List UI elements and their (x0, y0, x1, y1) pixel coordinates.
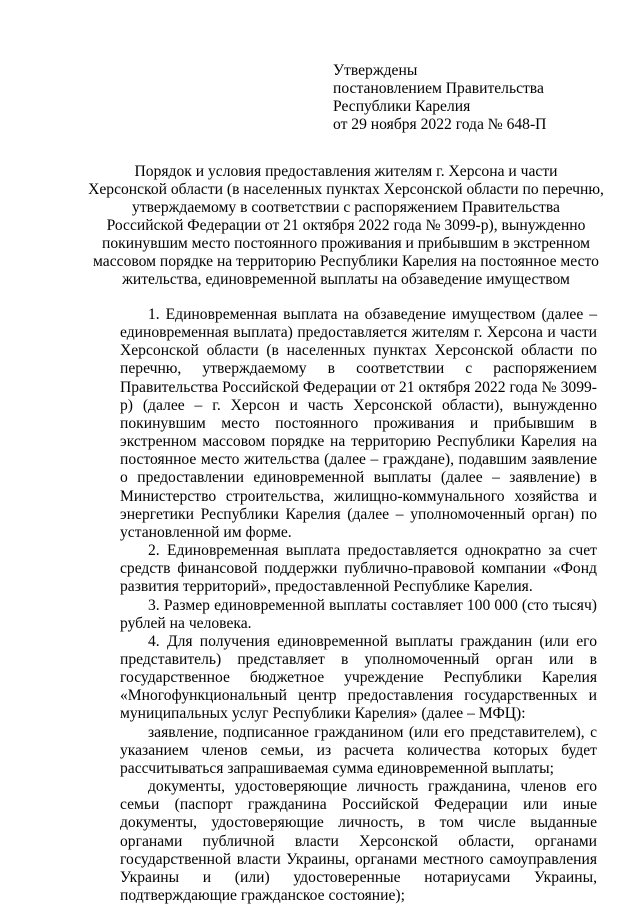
title-line-4: Российской Федерации от 21 октября 2022 года № 3099-р), вынужденно (106, 217, 586, 234)
title-line-3: утверждаемому в соответствии с распоряжением Правительства (132, 199, 560, 216)
paragraph-application: заявление, подписанное гражданином (или его представителем), с указанием членов семьи, из расчета количества которых будет рассчитываться запрашиваемая сумма единовременной выплаты; (120, 723, 597, 777)
paragraph-4: 4. Для получения единовременной выплаты гражданин (или его представитель) представляет в уполномоченный орган или в государственное бюджетное учреждение Республики Карелия «Многофункциональный центр предоставления государственных и муниципальных услуг Республики Карелия» (далее – МФЦ): (120, 632, 597, 723)
title-line-1: Порядок и условия предоставления жителям г. Херсона и части (134, 163, 558, 180)
paragraph-2: 2. Единовременная выплата предоставляется однократно за счет средств финансовой поддержки публично-правовой компании «Фонд развития территорий», предоставленной Республике Карелия. (120, 542, 597, 596)
approval-line-4: от 29 ноября 2022 года № 648-П (333, 116, 547, 133)
approval-block (333, 62, 613, 134)
paragraph-identity-documents: документы, удостоверяющие личность гражданина, членов его семьи (паспорт гражданина Российской Федерации или иные документы, удостоверяющие личность, в том числе выданные органами публичной власти Херсонской области, органами государственной власти Украины, органами местного самоуправления Украины и (или) удостоверенные нотариусами Украины, подтверждающие гражданское состояние); (120, 778, 597, 904)
paragraph-3: 3. Размер единовременной выплаты составляет 100 000 (сто тысяч) рублей на человека. (120, 596, 597, 632)
title-line-6: массовом порядке на территорию Республики Карелия на постоянное место (93, 253, 599, 270)
document-title (86, 163, 606, 289)
title-line-5: покинувшим место постоянного проживания и прибывшим в экстренном (102, 235, 590, 252)
approval-line-3: Республики Карелия (333, 98, 471, 115)
document-body (120, 306, 597, 905)
title-line-2: Херсонской области (в населенных пунктах Херсонской области по перечню, (88, 181, 604, 198)
approval-line-1: Утверждены (333, 62, 418, 79)
paragraph-1: 1. Единовременная выплата на обзаведение имуществом (далее – единовременная выплата) предоставляется жителям г. Херсона и части Херсонской области (в населенных пунктах Херсонской области по перечню, утверждаемому в соответствии с распоряжением Правительства Российской Федерации от 21 октября 2022 года № 3099-р) (далее – г. Херсон и часть Херсонской области), вынужденно покинувшим место постоянного проживания и прибывшим в экстренном массовом порядке на территорию Республики Карелия на постоянное место жительства (далее – граждане), подавшим заявление о предоставлении единовременной выплаты (далее – заявление) в Министерство строительства, жилищно-коммунального хозяйства и энергетики Республики Карелия (далее – уполномоченный орган) по установленной им форме. (120, 306, 597, 541)
title-line-7: жительства, единовременной выплаты на обзаведение имуществом (122, 271, 570, 288)
approval-line-2: постановлением Правительства (333, 80, 544, 97)
